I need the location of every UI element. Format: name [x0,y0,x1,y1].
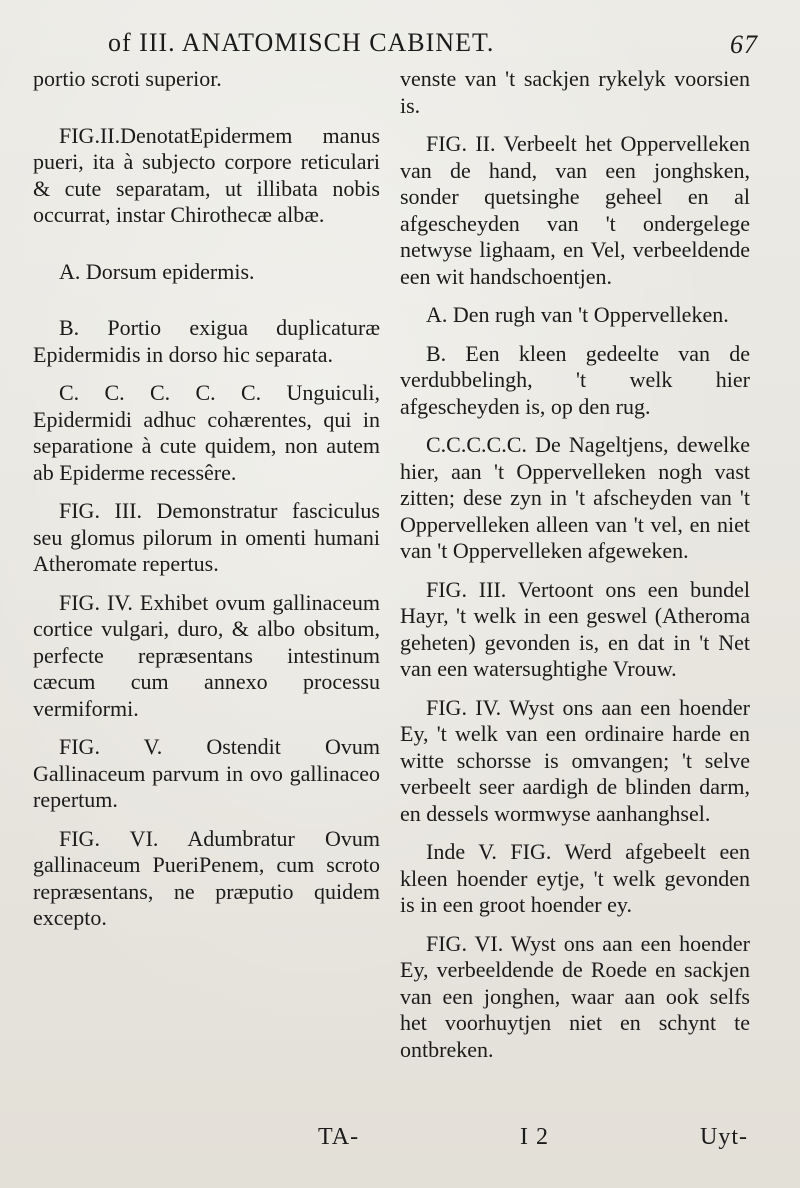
latin-paragraph: C. C. C. C. C. Unguiculi, Epidermidi adhuc cohærentes, qui in separatione à cute quidem, non autem ab Epiderme recessêre. [33,380,380,485]
dutch-paragraph: venste van 't sackjen rykelyk voorsien is. [400,66,750,118]
dutch-paragraph: FIG. VI. Wyst ons aan een hoender Ey, verbeeldende de Roede en sackjen van een jonghen, waar aan ook selfs het voorhuytjen niet en schynt te ontbreken. [400,930,750,1062]
dutch-paragraph: FIG. II. Verbeelt het Oppervelleken van de hand, van een jonghsken, sonder quetsinghe geheel en al afgescheyden van 't ondergelege netwyse lighaam, en Vel, verbeeldende een wit handschoentjen. [400,131,750,289]
page-number: 67 [730,30,758,59]
dutch-paragraph: FIG. III. Vertoont ons een bundel Hayr, 't welk in een geswel (Atheroma geheten) gevonden is, en dat in 't Net van een watersughtighe Vrouw. [400,576,750,681]
dutch-paragraph: B. Een kleen gedeelte van de verdubbelingh, 't welk hier afgescheyden is, op den rug. [400,340,750,419]
latin-column [33,66,380,944]
latin-paragraph: FIG. V. Ostendit Ovum Gallinaceum parvum in ovo gallinaceo repertum. [33,734,380,812]
signature-mark: I 2 [520,1124,549,1150]
latin-paragraph: FIG. III. Demonstratur fasciculus seu glomus pilorum in omenti humani Atheromate repertus. [33,498,380,576]
dutch-paragraph: Inde V. FIG. Werd afgebeelt een kleen hoender eytje, 't welk gevonden is in een groot hoender ey. [400,839,750,917]
latin-paragraph: FIG. IV. Exhibet ovum gallinaceum cortice vulgari, duro, & albo obsitum, perfecte repræsentans intestinum cæcum cum annexo processu vermiformi. [33,589,380,721]
page-header [108,28,758,68]
latin-paragraph: FIG.II.DenotatEpidermem manus pueri, ita à subjecto corpore reticulari & cute separatam, ut illibata nobis occurrat, instar Chirothecæ albæ. [33,122,380,227]
dutch-column [400,66,750,1075]
catchword-left: TA- [318,1124,360,1150]
dutch-paragraph: C.C.C.C.C. De Nageltjens, dewelke hier, aan 't Oppervelleken nogh vast zitten; dese zyn in 't afscheyden van 't Oppervelleken alleen van 't vel, en niet van 't Oppervelleken afgeweken. [400,432,750,563]
dutch-paragraph: FIG. IV. Wyst ons aan een hoender Ey, 't welk van een ordinaire harde en witte schorsse is omvangen; 't selve verbeelt seer aardigh de blinden darm, en dessels wormwyse aanhanghsel. [400,694,750,826]
catchword-right: Uyt- [700,1124,748,1150]
latin-paragraph: portio scroti superior. [33,66,222,91]
latin-paragraph: A. Dorsum epidermis. [59,258,255,284]
latin-paragraph: B. Portio exigua duplicaturæ Epidermidis in dorso hic separata. [33,315,380,367]
dutch-paragraph: A. Den rugh van 't Oppervelleken. [426,302,729,327]
running-title: of III. ANATOMISCH CABINET. [108,28,495,57]
latin-paragraph: FIG. VI. Adumbratur Ovum gallinaceum PueriPenem, cum scroto repræsentans, ne præputio quidem excepto. [33,825,380,930]
